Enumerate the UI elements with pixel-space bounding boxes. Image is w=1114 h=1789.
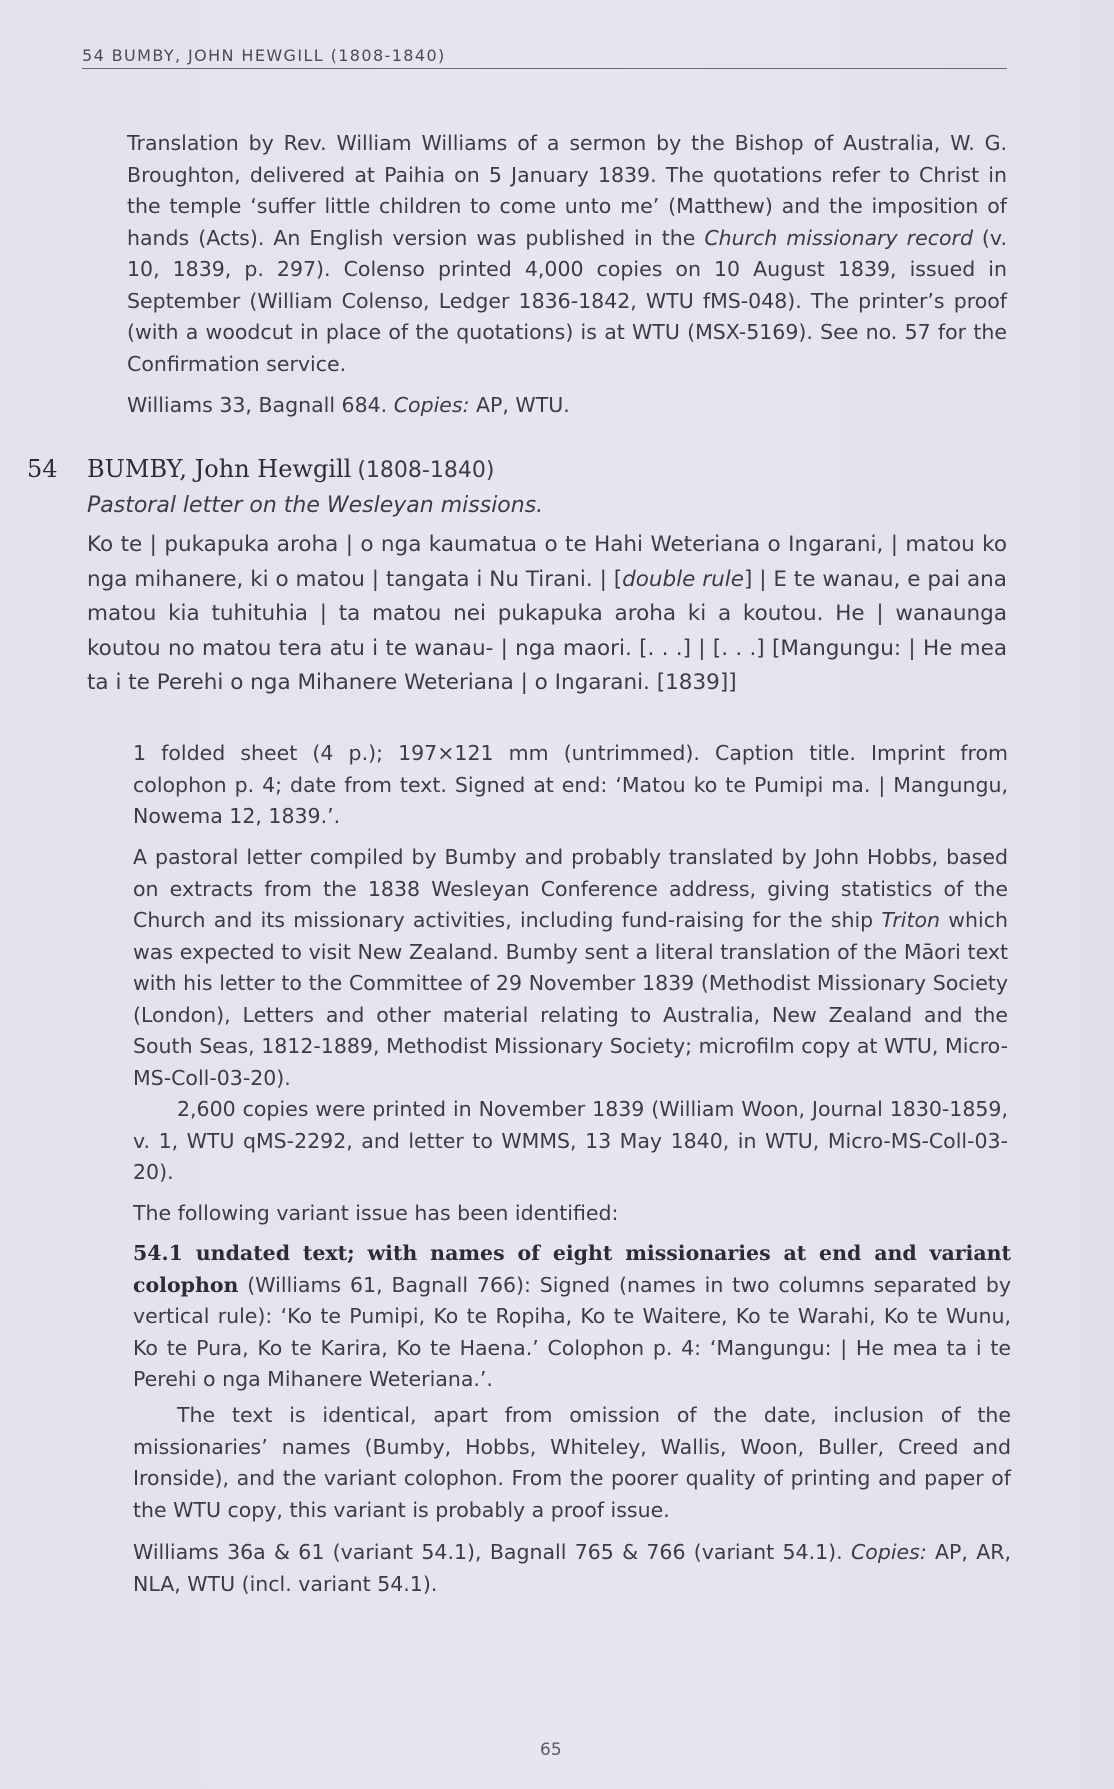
entry-refs: Williams 36a & 61 (variant 54.1), Bagnall 765 & 766 (variant 54.1). <box>133 1540 843 1564</box>
entry-copies-label: Copies: <box>850 1540 927 1564</box>
variant-heading: 54.1 undated text; with names of eight missionaries at end and variant colophon <box>133 1241 1011 1297</box>
variant-note <box>133 1400 1011 1526</box>
physical-description <box>133 738 1008 833</box>
variant-body: (Williams 61, Bagnall 766): Signed (names in two columns separated by vertical rule): ‘Ko te Pumipi, Ko te Ropiha, Ko te Waitere, Ko te Warahi, Ko te Wunu, Ko te Pura, Ko te Karira, Ko te Haena.’ Colophon p. 4: ‘Mangungu: | He mea ta i te Perehi o nga Mihanere Weteriana.’. <box>133 1272 1011 1391</box>
transcription-part-b: ] | E te wanau, e pai ana matou kia tuhituhia | ta matou nei pukapuka aroha ki a koutou. He | wanaunga koutou no matou tera atu i te wanau- | nga maori. [. . .] | [. . .] [Mangungu: | He mea ta i te Perehi o nga Mihanere Weteriana | o Ingarani. [1839]] <box>87 566 1007 695</box>
header-rule <box>82 68 1007 69</box>
prev-description-text: Translation by Rev. William Williams of a sermon by the Bishop of Australia, W. G. Broughton, delivered at Paihia on 5 January 1839. The quotations refer to Christ in the temple ‘suffer little children to come unto me’ (Matthew) and the imposition of hands (Acts). An English version was published in the <box>127 131 1007 250</box>
entry-copies: AP, AR, NLA, WTU (incl. variant 54.1). <box>133 1540 1011 1596</box>
variant-entry <box>133 1238 1011 1396</box>
entry-dates: (1808-1840) <box>357 458 495 483</box>
prev-italic-title: Church missionary record <box>704 225 973 250</box>
entry-number: 54 <box>27 455 58 483</box>
prev-refs: Williams 33, Bagnall 684. <box>127 393 388 417</box>
notes-part-b: which was expected to visit New Zealand. Bumby sent a literal translation of the Māori text with his letter to the Committee of 29 November 1839 (Methodist Missionary Society (London), Letters and other material relating to Australia, New Zealand and the South Seas, 1812-1889, Methodist Missionary Society; microfilm copy at WTU, Micro-MS-Coll-03-20). <box>133 908 1008 1090</box>
prev-entry-description <box>127 128 1007 380</box>
running-head: 54 BUMBY, JOHN HEWGILL (1808-1840) <box>82 46 446 65</box>
notes-part-a: A pastoral letter compiled by Bumby and probably translated by John Hobbs, based on extracts from the 1838 Wesleyan Conference address, giving statistics of the Church and its missionary activities, including fund-raising for the ship <box>133 845 1008 932</box>
prev-description-cont: (v. 10, 1839, p. 297). Colenso printed 4,000 copies on 10 August 1839, issued in September (William Colenso, Ledger 1836-1842, WTU fMS-048). The printer’s proof (with a woodcut in place of the quotations) is at WTU (MSX-5169). See no. 57 for the Confirmation service. <box>127 225 1007 376</box>
transcription-part-a: Ko te | pukapuka aroha | o nga kaumatua o te Hahi Weteriana o Ingarani, | matou ko nga mihanere, ki o matou | tangata i Nu Tirani. | [ <box>87 532 1007 592</box>
prev-copies-label: Copies: <box>393 393 470 417</box>
copies-printed-note: 2,600 copies were printed in November 1839 (William Woon, Journal 1830-1859, v. 1, WTU qMS-2292, and letter to WMMS, 13 May 1840, in WTU, Micro-MS-Coll-03-20). <box>133 1097 1008 1184</box>
notes-italic: Triton <box>881 908 941 932</box>
variant-intro-text: The following variant issue has been identified: <box>133 1201 619 1225</box>
page-number: 65 <box>540 1740 562 1760</box>
entry-notes <box>133 842 1008 1189</box>
entry-title: Pastoral letter on the Wesleyan missions. <box>87 493 544 518</box>
physical-text: 1 folded sheet (4 p.); 197×121 mm (untrimmed). Caption title. Imprint from colophon p. 4; date from text. Signed at end: ‘Matou ko te Pumipi ma. | Mangungu, Nowema 12, 1839.’. <box>133 741 1008 828</box>
prev-copies: AP, WTU. <box>469 393 570 417</box>
variant-intro <box>133 1198 1008 1230</box>
entry-heading <box>87 455 494 483</box>
variant-note-text: The text is identical, apart from omission of the date, inclusion of the missionaries’ names (Bumby, Hobbs, Whiteley, Wallis, Woon, Buller, Creed and Ironside), and the variant colophon. From the poorer quality of printing and paper of the WTU copy, this variant is probably a proof issue. <box>133 1403 1011 1522</box>
entry-transcription <box>87 528 1007 701</box>
transcription-italic: double rule <box>622 566 744 592</box>
entry-citations <box>133 1537 1011 1600</box>
entry-author: BUMBY, John Hewgill <box>87 455 352 483</box>
prev-entry-citations <box>127 390 1007 422</box>
